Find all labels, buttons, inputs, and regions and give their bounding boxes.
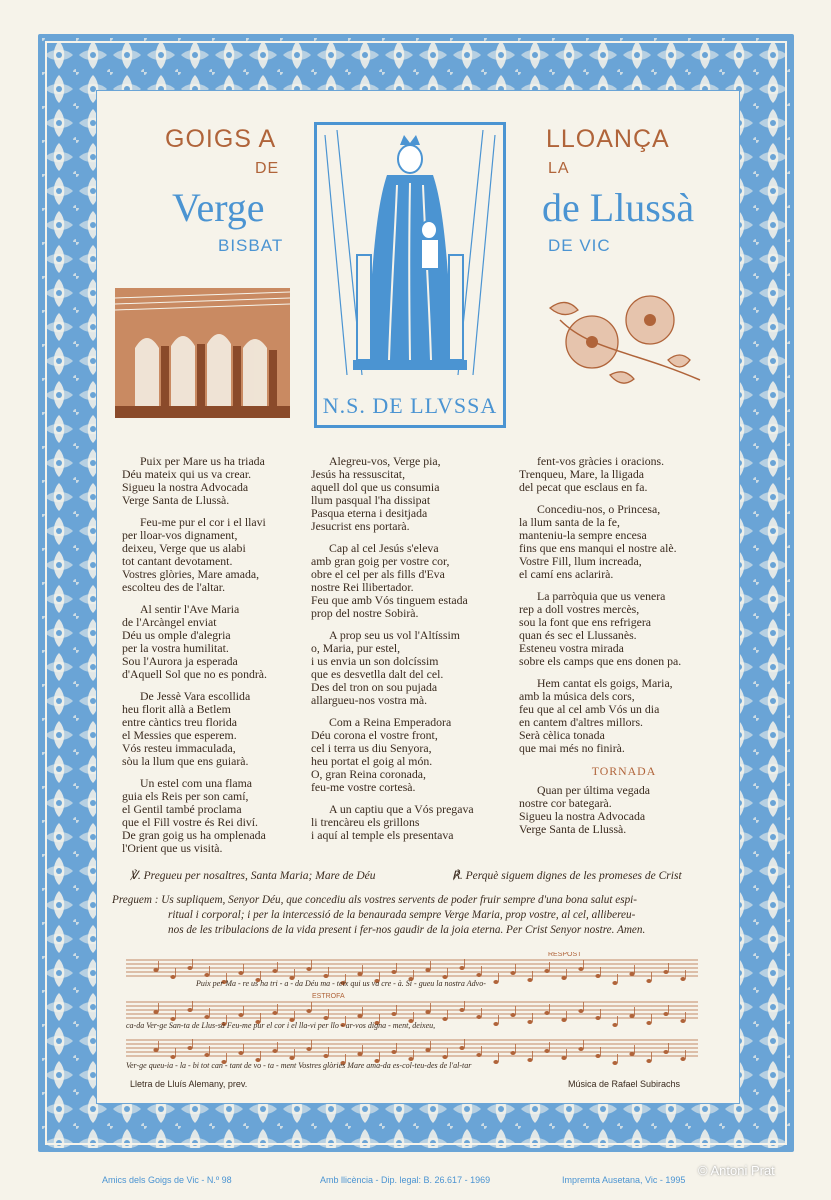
footer-left: Amics dels Goigs de Vic - N.º 98 [102,1175,232,1185]
verse-line: Sou l'Aurora ja esperada [122,654,238,668]
verse-line: el Messies que esperem. [122,728,237,742]
verse-line: A un captiu que a Vós pregava [329,802,474,816]
prayer-line-3: nos de les tribulacions de la vida present i fer-nos gaudir de la joia eterna. Per Crist Senyor nostre. Amen. [168,924,646,936]
verse-line: Vostre Fill, llum increada, [519,554,642,568]
stanza [311,803,511,842]
verse-line: fent-vos gràcies i oracions. [537,454,665,468]
verse-line: Alegreu-vos, Verge pia, [329,454,441,468]
verse-line: de l'Arcàngel enviat [122,615,217,629]
verse-line: escolteu des de l'altar. [122,580,226,594]
tornada-line: Quan per última vegada [537,783,651,797]
verse-line: De gran goig us ha omplenada [122,828,266,842]
verse-line: Un estel com una flama [140,776,253,790]
verse-line: sou la font que ens refrigera [519,615,652,629]
title-left-line1: GOIGS A [165,125,277,153]
response: ℟. Perquè siguem dignes de les promeses de Crist [452,870,682,882]
verse-line: Déu us omple d'alegria [122,628,231,642]
estrofa-label: ESTROFA [312,993,345,1000]
verse-line: Com a Reina Emperadora [329,715,452,729]
verse-line: el Gentil també proclama [122,802,242,816]
stanza [311,542,511,620]
stanza [122,455,312,507]
verse-line: el camí ens aclarirà. [519,567,614,581]
verse-line: Al sentir l'Ave Maria [140,602,240,616]
verse-line: que es desvetlla dalt del cel. [311,667,444,681]
title-right-line1: LLOANÇA [546,125,670,153]
verse-line: heu florit allà a Betlem [122,702,231,716]
verse-line: que mai més no finirà. [519,741,625,755]
verse-line: obre el cel per als fills d'Eva [311,567,445,581]
stanza [519,590,729,668]
verse-line: prop del nostre Sobirà. [311,606,419,620]
tornada-line: nostre cor bategarà. [519,796,612,810]
stanza [122,690,312,768]
verse-line: Sigueu la nostra Advocada [122,480,249,494]
title-bisbat: BISBAT [218,236,284,255]
verse-line: Trenqueu, Mare, la lligada [519,467,645,481]
verse-line: De Jessè Vara escollida [140,689,251,703]
verse-line: fins que ens manqui el nostre alè. [519,541,677,555]
verse-line: O, gran Reina coronada, [311,767,426,781]
verse-line: Déu mateix qui us va crear. [122,467,252,481]
title-de-vic: DE VIC [548,236,611,255]
verse-line: nostre Rei llibertador. [311,580,414,594]
verse-line: del pecat que esclaus en fa. [519,480,648,494]
verse-line: heu portat el goig al món. [311,754,433,768]
stanza [519,503,729,581]
verse-line: Concediu-nos, o Princesa, [537,502,661,516]
verse-line: allargueu-nos vostra mà. [311,693,428,707]
verse-line: cel i terra us diu Senyora, [311,741,432,755]
verse-line: Des del tron on sou pujada [311,680,438,694]
prayer-line-1: Us supliquem, Senyor Déu, que concediu als vostres servents de poder fruir sempre d'una bona salut espi- [161,894,638,906]
verse-line: Déu corona el vostre front, [311,728,438,742]
verse-line: Jesús ha ressuscitat, [311,467,406,481]
verse-line: feu-me vostre cortesà. [311,780,416,794]
verse-line: Feu que amb Vós tinguem estada [311,593,468,607]
respost-label: RESPOST [548,952,582,958]
footer-middle: Amb llicència - Dip. legal: B. 26.617 - 1969 [320,1175,491,1185]
prayer-label: Preguem : [112,894,159,906]
flower-illustration [540,280,710,398]
stanza [519,677,729,755]
stanza [122,777,312,855]
stanza [311,455,511,533]
verse-line: que el Fill vostre és Rei diví. [122,815,258,829]
verse-line: La parròquia que us venera [537,589,666,603]
title-left-line2: DE [255,160,280,177]
lyrics-credit: Lletra de Lluís Alemany, prev. [130,1079,248,1089]
stanza [122,603,312,681]
verse-line: en cantem d'altres millors. [519,715,643,729]
stanza [122,516,312,594]
prayer-line-2: ritual i corporal; i per la intercessió de la benaurada sempre Verge Maria, prop vostre, al cel, allibereu- [168,909,636,921]
tornada-title: TORNADA [591,764,657,778]
poem-column-1 [122,455,312,864]
stanza [519,455,729,494]
verse-line: A prop seu us vol l'Altíssim [329,628,460,642]
verse-line: d'Aquell Sol que no es pondrà. [122,667,267,681]
tornada-line: Verge Santa de Llussà. [519,822,627,836]
lyrics-line-1: Puix per Ma - re us ha tri - a - da Déu ma - teix qui us va cre - à. Si - gueu la nostra Advo- [196,979,486,988]
verse-line: amb la música dels cors, [519,689,635,703]
lyrics-line-3: Ver-ge queu-ia - la - bi tot can - tant de vo - ta - ment Vostres glòries Mare ama-da es-col-teu-des de l'al-tar [126,1061,472,1070]
verse-line: deixeu, Verge que us alabi [122,541,246,555]
verse-line: Jesucrist ens portarà. [311,519,410,533]
verse-line: sobre els camps que ens donen pa. [519,654,682,668]
verse-line: i aquí al temple els presentava [311,828,454,842]
virgin-image [314,122,506,428]
verse-line: Verge Santa de Llussà. [122,493,230,507]
verse-line: Pasqua eterna i desitjada [311,506,428,520]
cloister-illustration [115,288,290,418]
verse-line: sòu la llum que ens guiarà. [122,754,249,768]
virgin-statue-figure [317,125,503,385]
title-llussa: de Llussà [542,185,695,230]
music-credit: Música de Rafael Subirachs [568,1079,681,1089]
verse-line: Esteneu vostra mirada [519,641,624,655]
title-verge: Verge [172,185,265,230]
verse-line: per lloar-vos dignament, [122,528,238,542]
verse-line: per la vostra humilitat. [122,641,229,655]
verse-line: Hem cantat els goigs, Maria, [537,676,673,690]
verse-line: amb gran goig per vostre cor, [311,554,450,568]
verse-line: Puix per Mare us ha triada [140,454,265,468]
poem-column-3 [519,455,729,845]
verse-line: feu que al cel amb Vós un dia [519,702,660,716]
verse-line: l'Orient que us visità. [122,841,223,855]
verse-line: Serà cèlica tonada [519,728,605,742]
prayer-block [112,893,724,938]
watermark: © Antoni Prat [698,1163,775,1178]
stanza [311,716,511,794]
verse-line: llum pasqual l'ha dissipat [311,493,431,507]
tornada-line: Sigueu la nostra Advocada [519,809,646,823]
verse-line: entre càntics treu florida [122,715,237,729]
verse-line: manteniu-la sempre encesa [519,528,647,542]
image-caption: N.S. DE LLVSSA [322,393,498,418]
verse-line: o, Maria, pur estel, [311,641,401,655]
title-right-line2: LA [548,160,570,177]
verse-line: guia els Reis per son camí, [122,789,249,803]
poem-column-2 [311,455,511,851]
verse-line: tot cantant devotament. [122,554,233,568]
versicle: ℣. Pregueu per nosaltres, Santa Maria; Mare de Déu [130,870,376,882]
verse-line: li trencàreu els grillons [311,815,420,829]
verse-line: Vostres glòries, Mare amada, [122,567,260,581]
footer-right: Impremta Ausetana, Vic - 1995 [562,1175,686,1185]
verse-line: Feu-me pur el cor i el llavi [140,515,266,529]
lyrics-line-2: ca-da Ver-ge San-ta de Llus-sà Feu-me pur el cor i el lla-vi per llo - ar-vos digna - ment, deixeu, [126,1021,436,1030]
verse-line: la llum santa de la fe, [519,515,620,529]
verse-line: quan és sec el Llussanès. [519,628,637,642]
stanza [311,629,511,707]
music-score [126,952,698,1072]
verse-line: Cap al cel Jesús s'eleva [329,541,439,555]
verse-line: rep a doll vostres mercès, [519,602,640,616]
verse-line: i us envia un son dolcíssim [311,654,439,668]
verse-line: aquell dol que us consumia [311,480,440,494]
verse-line: Vós resteu immaculada, [122,741,236,755]
